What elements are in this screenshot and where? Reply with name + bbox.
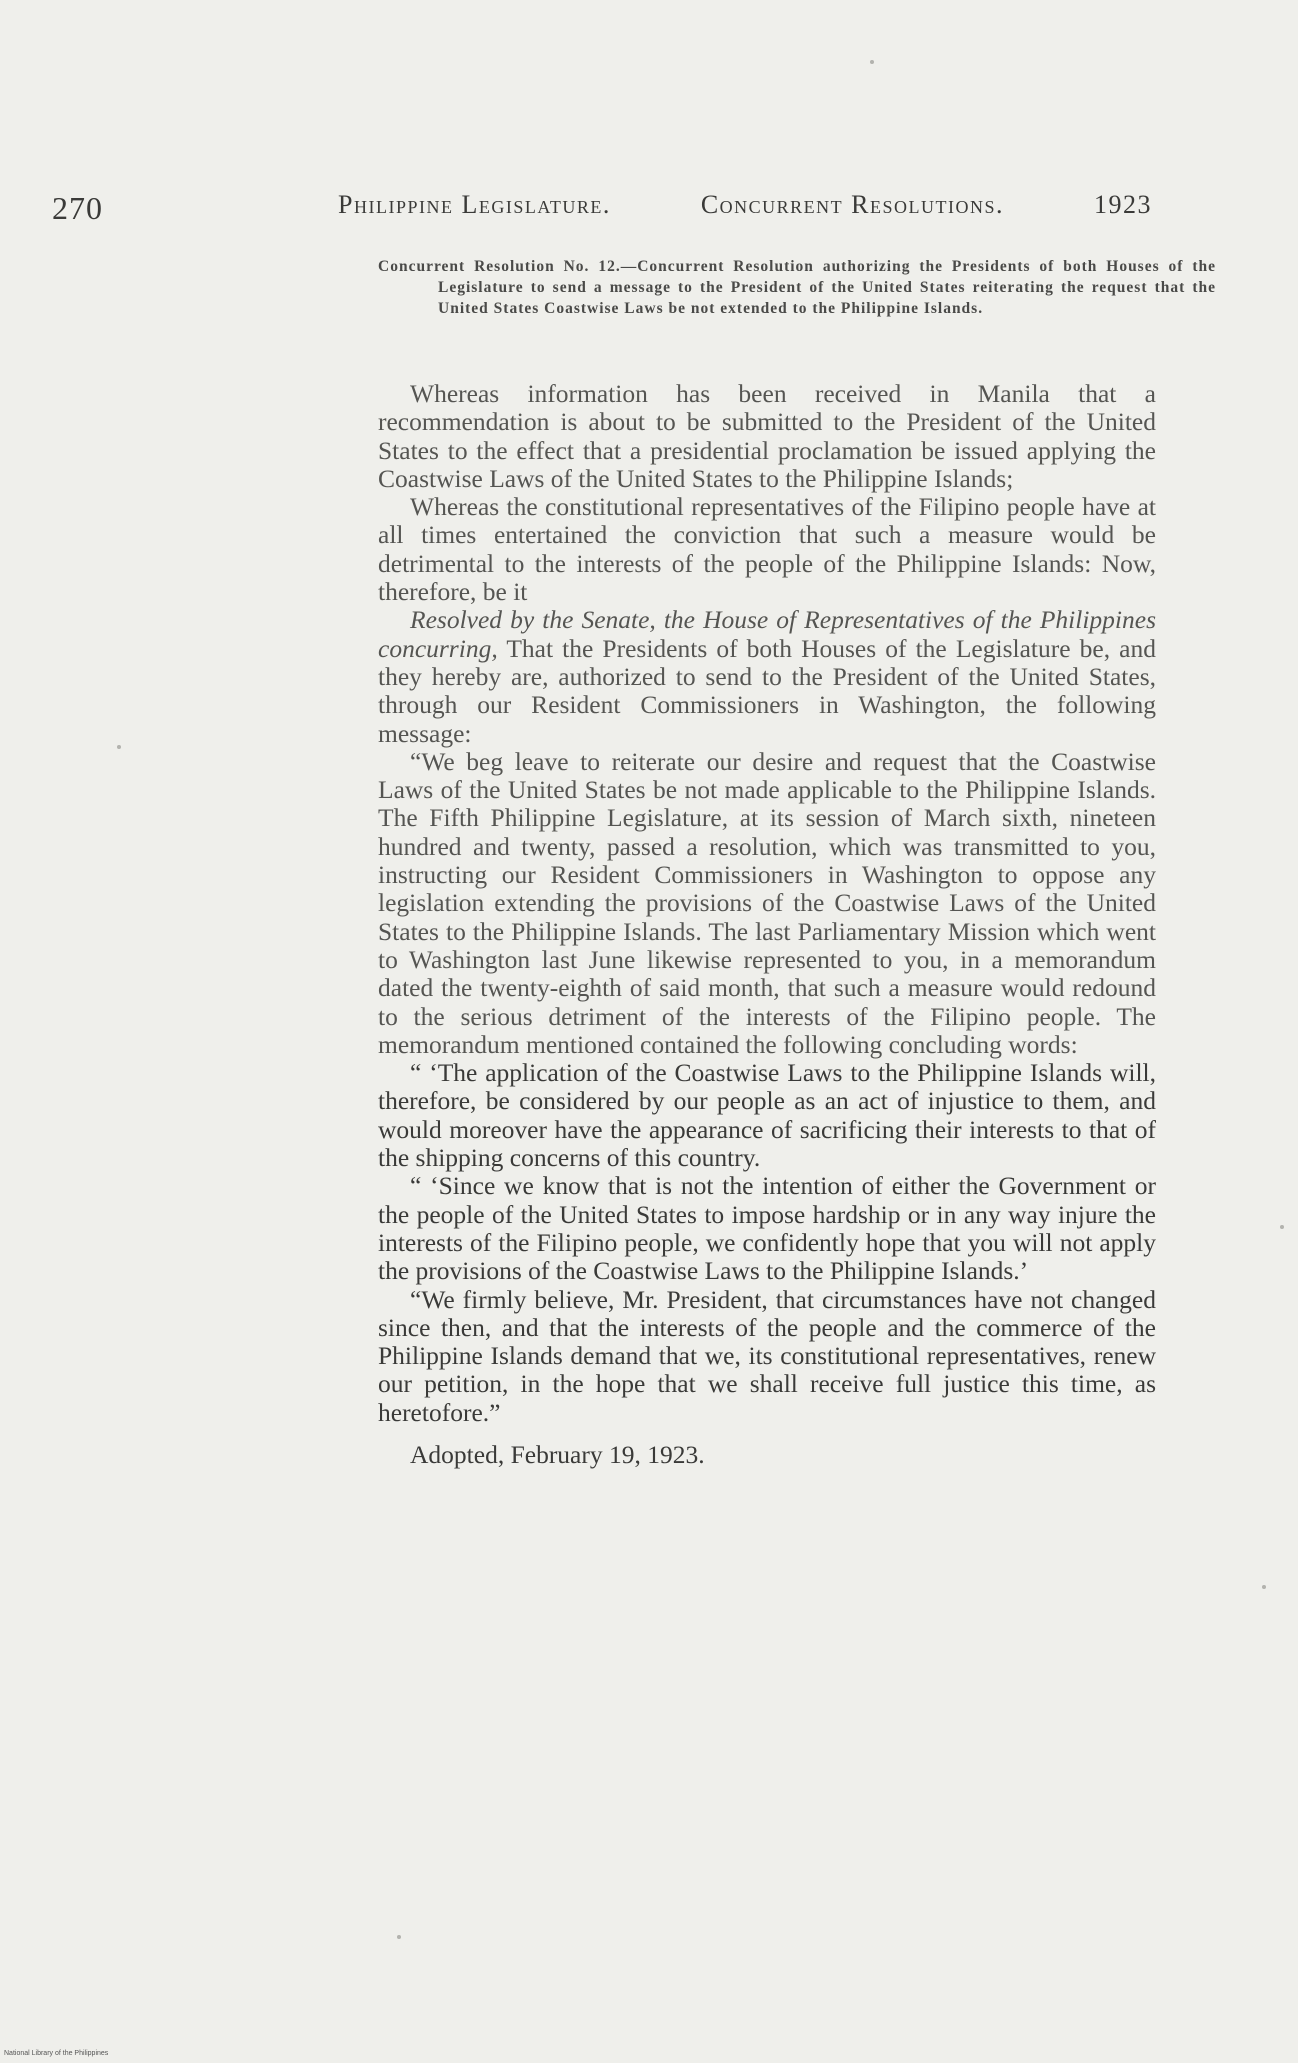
message-paragraph-1: “We beg leave to reiterate our desire and request that the Coastwise Laws of the United States be not made applicable to the Philippine Islands. The Fifth Philippine Legislature, at its session of March sixth, nineteen hundred and twenty, passed a resolution, which was transmitted to you, instructing our Resident Commissioners in Washington to oppose any legislation extending the provisions of the Coastwise Laws of the United States to the Philippine Islands. The last Parliamentary Mission which went to Washington last June likewise represented to you, in a memorandum dated the twenty-eighth of said month, that such a measure would redound to the serious detriment of the interests of the Filipino people. The memorandum mentioned contained the following concluding words:	[378, 746, 1156, 1059]
message-paragraph-4: “We firmly believe, Mr. President, that circumstances have not changed since then, and that the interests of the people and the commerce of the Philippine Islands demand that we, its constitutional representatives, renew our petition, in the hope that we shall receive full justice this time, as heretofore.”	[378, 1284, 1156, 1427]
resolution-heading: Concurrent Resolution No. 12.—Concurrent Resolution authorizing the Presidents of both Houses of the Legislature to send a message to the President of the United States reiterating the request that the United States Coastwise Laws be not extended to the Philippine Islands.	[378, 258, 1216, 317]
running-head	[338, 190, 1152, 220]
running-head-year: 1923	[1093, 190, 1152, 219]
running-head-section: Concurrent Resolutions.	[700, 190, 1004, 219]
scan-speck	[117, 745, 121, 749]
resolution-body	[378, 380, 1156, 1469]
adopted-date: Adopted, February 19, 1923.	[410, 1439, 705, 1469]
resolved-paragraph	[378, 606, 1156, 747]
scan-speck	[1280, 1225, 1284, 1229]
message-paragraph-3: “ ‘Since we know that is not the intention of either the Government or the people of the United States to impose hardship or in any way injure the interests of the Filipino people, we confidently hope that you will not apply the provisions of the Coastwise Laws to the Philippine Islands.’	[378, 1171, 1156, 1286]
scan-speck	[397, 1935, 401, 1939]
message-paragraph-2: “ ‘The application of the Coastwise Laws to the Philippine Islands will, therefore, be considered by our people as an act of injustice to them, and would moreover have the appearance of sacrificing their interests to that of the shipping concerns of this country.	[378, 1058, 1156, 1173]
resolved-text: That the Presidents of both Houses of the Legislature be, and they hereby are, authorized to send to the President of the United States, through our Resident Commissioners in Washington, the following message:	[378, 633, 1156, 748]
running-head-legislature: Philippine Legislature.	[338, 190, 611, 219]
scan-speck	[1262, 1585, 1266, 1589]
whereas-paragraph-1: Whereas information has been received in Manila that a recommendation is about to be submitted to the President of the United States to the effect that a presidential proclamation be issued applying the Coastwise Laws of the United States to the Philippine Islands;	[378, 379, 1156, 493]
page-number: 270	[52, 190, 103, 226]
resolved-clause: Resolved by the Senate, the House of Representatives of the Philippines concurring,	[378, 605, 1156, 663]
whereas-paragraph-2: Whereas the constitutional representatives of the Filipino people have at all times entertained the conviction that such a measure would be detrimental to the interests of the people of the Philippine Islands: Now, therefore, be it	[378, 492, 1156, 607]
scan-speck	[870, 60, 874, 64]
footer-credit: National Library of the Philippines	[4, 2050, 109, 2057]
